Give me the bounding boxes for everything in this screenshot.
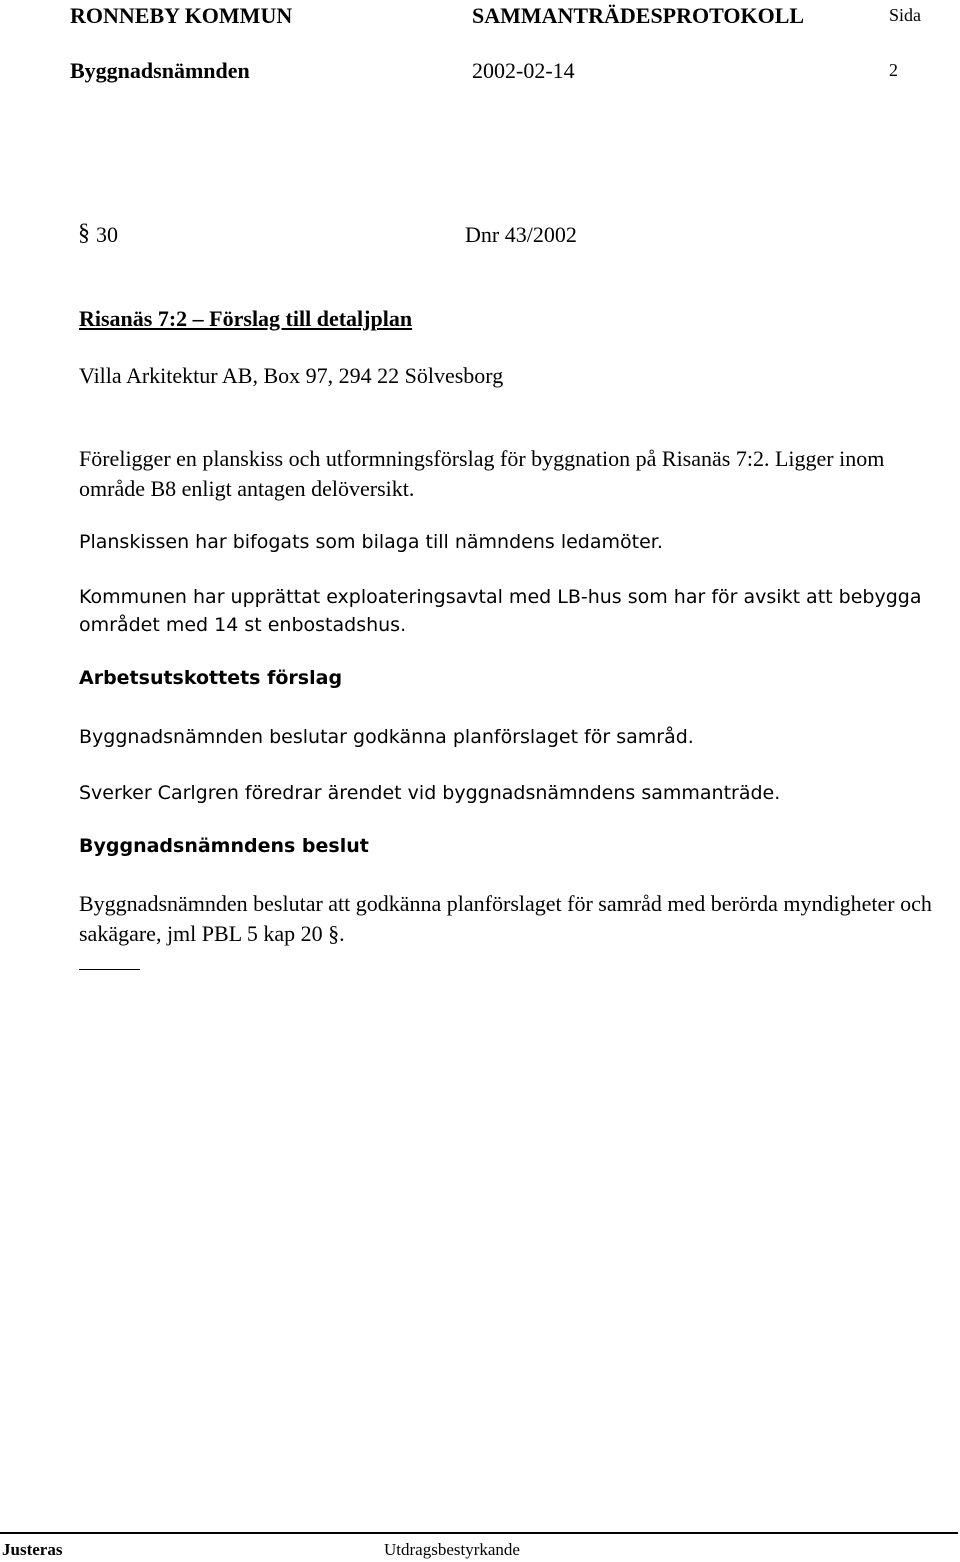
page-label: Sida: [889, 5, 922, 25]
footer-rule: [0, 1532, 958, 1534]
heading-proposal: Arbetsutskottets förslag: [79, 667, 343, 689]
footer-utdragsbestyrkande: Utdragsbestyrkande: [384, 1540, 520, 1559]
section-number: 30: [96, 222, 118, 247]
document-type: SAMMANTRÄDESPROTOKOLL: [472, 3, 805, 28]
section-symbol: §: [78, 220, 90, 246]
end-of-item-rule: [79, 969, 140, 970]
applicant-address: Villa Arkitektur AB, Box 97, 294 22 Sölvesborg: [79, 363, 504, 388]
paragraph-description: Föreligger en planskiss och utformningsförslag för byggnation på Risanäs 7:2. Ligger inom område B8 enligt antagen delöversikt.: [79, 446, 885, 501]
proposal-text: Byggnadsnämnden beslutar godkänna planförslaget för samråd.: [79, 726, 694, 748]
item-title: Risanäs 7:2 – Förslag till detaljplan: [79, 306, 413, 331]
paragraph-attachment: Planskissen har bifogats som bilaga till nämndens ledamöter.: [79, 531, 663, 553]
presenter-text: Sverker Carlgren föredrar ärendet vid byggnadsnämndens sammanträde.: [79, 782, 781, 804]
footer-justeras: Justeras: [2, 1540, 63, 1559]
meeting-date: 2002-02-14: [472, 58, 575, 83]
page-number: 2: [889, 60, 898, 80]
municipality-name: RONNEBY KOMMUN: [70, 3, 293, 28]
paragraph-agreement: Kommunen har upprättat exploateringsavtal med LB-hus som har för avsikt att bebygga området med 14 st enbostadshus.: [79, 586, 922, 636]
decision-text: Byggnadsnämnden beslutar att godkänna planförslaget för samråd med berörda myndigheter och sakägare, jml PBL 5 kap 20 §.: [79, 891, 932, 946]
committee-name: Byggnadsnämnden: [70, 58, 250, 83]
heading-decision: Byggnadsnämndens beslut: [79, 835, 369, 857]
registration-number: Dnr 43/2002: [465, 222, 577, 247]
